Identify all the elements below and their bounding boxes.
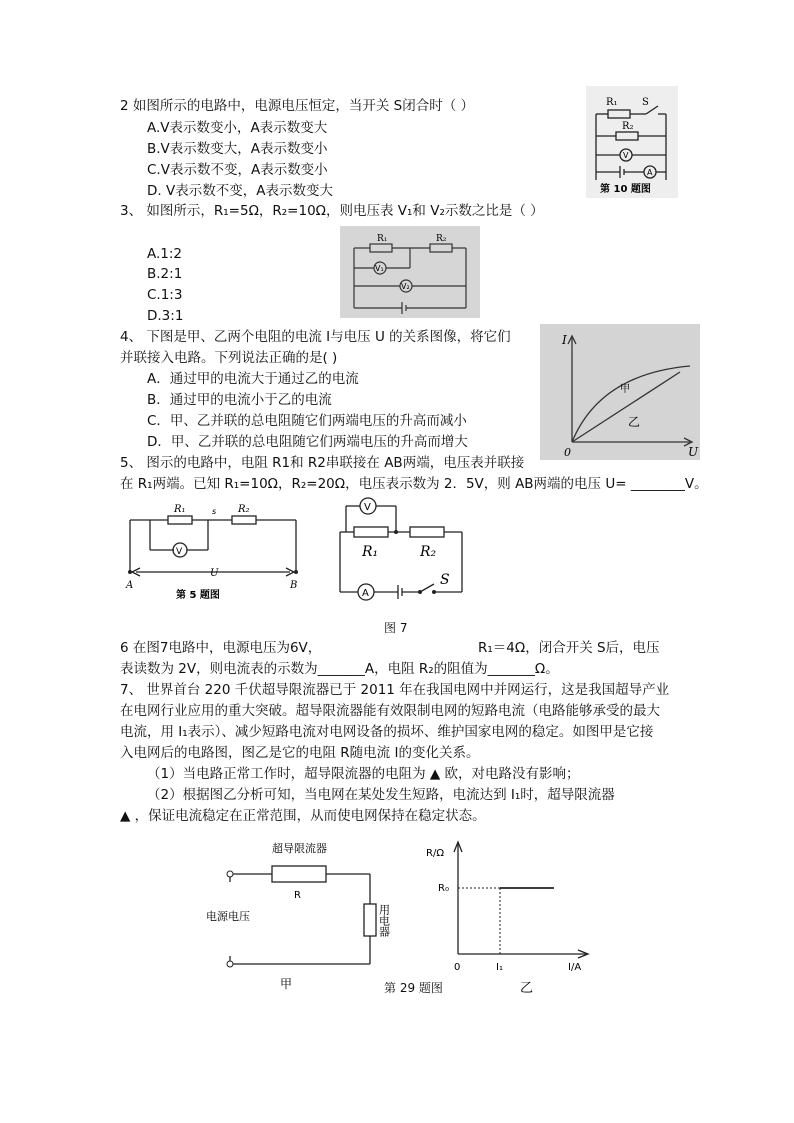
q7-i1-label: I₁ <box>496 962 503 973</box>
fig7-s-label: S <box>440 572 450 588</box>
q5-circuit-figure <box>120 498 310 602</box>
fig7-r1-label: R₁ <box>362 544 379 560</box>
q7-r-label: R <box>294 890 301 901</box>
q3-v2-label: V₂ <box>401 282 410 291</box>
q7-yi-y-label: R/Ω <box>426 848 444 859</box>
q7-fig-yi <box>420 838 600 998</box>
q2-a-label: A <box>647 168 653 177</box>
q2-option-b: B.V表示数变大，A表示数变小 <box>147 141 328 157</box>
fig7-a-label: A <box>362 588 369 599</box>
q5-b-label: B <box>290 580 298 591</box>
q3-circuit-figure <box>340 226 480 318</box>
q2-s-label: S <box>642 97 649 108</box>
q4-option-c: C．甲、乙并联的总电阻随它们两端电压的升高而减小 <box>147 413 467 429</box>
q7-sub1: （1）当电路正常工作时，超导限流器的电阻为 ▲ 欧，对电路没有影响； <box>147 766 580 782</box>
q5-u-label: U <box>210 568 219 579</box>
q2-circuit-figure <box>586 86 678 198</box>
q7-figure-caption: 第 29 题图 <box>384 981 443 995</box>
q7-sub2b: ▲ ，保证电流稳定在正常范围，从而使电网保持在稳定状态。 <box>120 808 486 824</box>
q3-stem: 3、 如图所示，R₁=5Ω，R₂=10Ω，则电压表 V₁和 V₂示数之比是（ ） <box>120 203 544 219</box>
fig7-switch <box>420 584 434 592</box>
q5-stem-line2: 在 R₁两端。已知 R₁=10Ω，R₂=20Ω，电压表示数为 2．5V，则 AB两端的电压 U= ________V。 <box>120 476 708 492</box>
q3-r2-label: R₂ <box>436 234 447 244</box>
q4-option-d: D．甲、乙并联的总电阻随它们两端电压的升高而增大 <box>147 434 468 450</box>
q3-option-c: C.1:3 <box>147 287 183 303</box>
q7-stem-line1: 7、 世界首台 220 千伏超导限流器已于 2011 年在我国电网中并网运行，这是我国超导产业 <box>120 682 670 698</box>
q3-option-d: D.3:1 <box>147 308 184 324</box>
q2-v-label: V <box>623 151 629 160</box>
q4-iu-graph <box>540 324 700 460</box>
q7-limiter-resistor <box>272 866 326 882</box>
q5-a-label: A <box>126 580 134 591</box>
q4-stem-line2: 并联接入电路。下列说法正确的是( ) <box>120 350 338 366</box>
q4-option-a: A．通过甲的电流大于通过乙的电流 <box>147 371 359 387</box>
q7-jia-caption: 甲 <box>280 977 293 991</box>
fig7-v-label: V <box>364 502 371 513</box>
q7-fig-jia <box>200 838 400 998</box>
q5-r2-label: R₂ <box>238 504 250 515</box>
q7-sub2a: （2）根据图乙分析可知，当电网在某处发生短路，电流达到 I₁时，超导限流器 <box>147 787 615 803</box>
q5-s-label: s <box>212 507 217 516</box>
q4-jia-label: 甲 <box>620 384 630 395</box>
q7-r0-label: R₀ <box>438 883 449 894</box>
q3-option-a: A.1:2 <box>147 246 183 262</box>
q2-r1-label: R₁ <box>606 97 618 108</box>
q4-y-axis-label: I <box>562 333 567 347</box>
q7-yi-caption: 乙 <box>520 981 534 996</box>
q5-r1-resistor <box>168 516 192 524</box>
q2-option-c: C.V表示数不变，A表示数变小 <box>147 162 328 178</box>
fig7-r2-label: R₂ <box>420 544 437 560</box>
q4-x-axis-label: U <box>688 445 699 459</box>
q5-v-label: V <box>176 547 183 557</box>
fig7-circuit <box>330 492 470 610</box>
q7-stem-line4: 入电网后的电路图，图乙是它的电阻 R随电流 I的变化关系。 <box>120 745 480 761</box>
q3-option-b: B.2:1 <box>147 266 183 282</box>
q4-yi-label: 乙 <box>628 415 641 429</box>
q7-yi-x-label: I/A <box>568 962 582 973</box>
q7-device-label: 超导限流器 <box>272 842 327 855</box>
q6-stem-line2: 表读数为 2V，则电流表的示数为_______A，电阻 R₂的阻值为_______Ω。 <box>120 661 559 677</box>
q3-r1-label: R₁ <box>377 234 388 244</box>
q6-stem-line1b: R₁＝4Ω，闭合开关 S后，电压 <box>478 640 660 656</box>
q5-figure-caption: 第 5 题图 <box>176 590 220 601</box>
q4-stem-line1: 4、 下图是甲、乙两个电阻的电流 I与电压 U 的关系图像，将它们 <box>120 329 511 345</box>
q5-r2-resistor <box>232 516 256 524</box>
q2-figure-caption: 第 10 题图 <box>600 184 651 195</box>
q7-yi-origin: 0 <box>454 962 461 973</box>
q2-option-a: A.V表示数变小，A表示数变大 <box>147 120 328 136</box>
q4-option-b: B．通过甲的电流小于乙的电流 <box>147 392 332 408</box>
q2-stem: 2 如图所示的电路中，电源电压恒定，当开关 S闭合时（ ） <box>120 98 475 114</box>
q2-option-d: D. V表示数不变，A表示数变大 <box>147 183 333 199</box>
q7-load <box>364 904 376 936</box>
q6-stem-line1: 6 在图7电路中，电源电压为6V， <box>120 640 322 656</box>
q2-r2-label: R₂ <box>622 121 634 132</box>
fig7-r2-resistor <box>410 527 444 537</box>
q7-stem-line2: 在电网行业应用的重大突破。超导限流器能有效限制电网的短路电流（电路能够承受的最大 <box>120 703 660 719</box>
q5-stem-line1: 5、 图示的电路中，电阻 R1和 R2串联接在 AB两端，电压表并联接 <box>120 455 525 471</box>
q7-source-label: 电源电压 <box>206 910 250 923</box>
q7-stem-line3: 电流，用 I₁表示）、减少短路电流对电网设备的损坏、维护国家电网的稳定。如图甲是它接 <box>120 724 654 740</box>
q4-origin-label: 0 <box>564 446 571 459</box>
fig7-r1-resistor <box>354 527 388 537</box>
fig7-caption: 图 7 <box>384 621 408 635</box>
q3-v1-label: V₁ <box>375 264 384 273</box>
q5-r1-label: R₁ <box>174 504 186 515</box>
q7-load-label: 用电器 <box>377 904 391 937</box>
